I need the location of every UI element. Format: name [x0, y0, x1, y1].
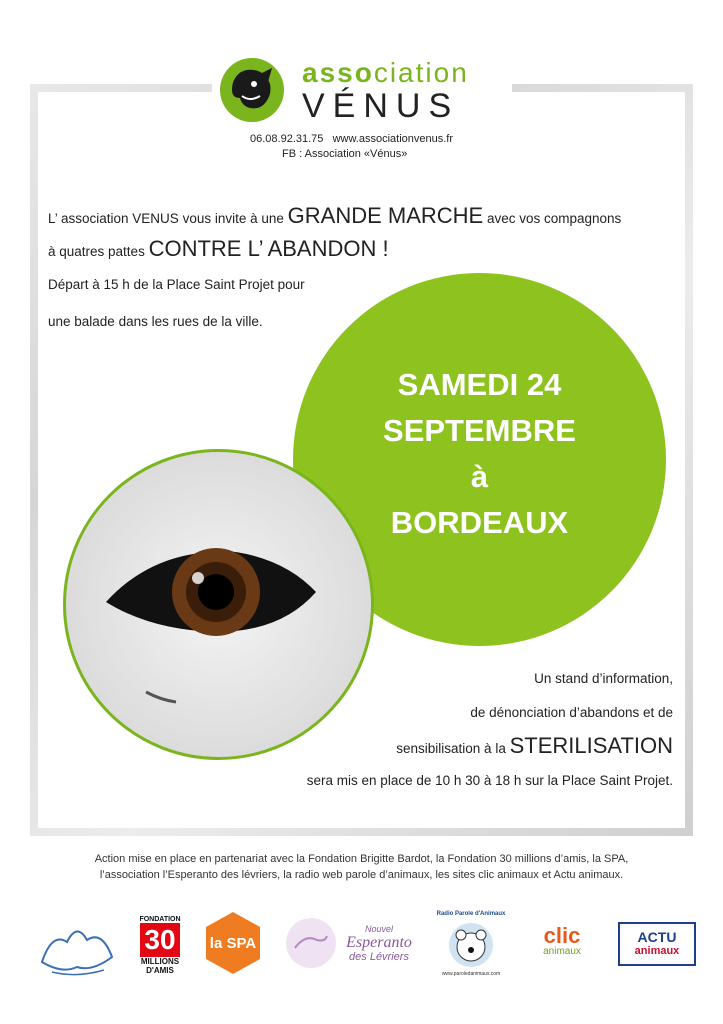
stand-line-1: Un stand d’information, — [534, 671, 673, 686]
intro-line-4: une balade dans les rues de la ville. — [48, 314, 263, 329]
contact-line — [250, 133, 453, 145]
30-millions-amis-logo — [138, 902, 182, 988]
clic-sub: animaux — [543, 946, 581, 957]
dog-eye-photo — [63, 449, 374, 760]
radio-url: www.paroledanimaux.com — [441, 971, 501, 977]
logo-ciation: ciation — [373, 57, 469, 88]
stand-line-2: de dénonciation d’abandons et de — [470, 705, 673, 720]
radio-parole-animaux-logo — [433, 906, 509, 982]
brigitte-bardot-logo-icon — [32, 912, 122, 982]
logo-text-association — [302, 58, 469, 88]
intro-text-end: avec vos compagnons — [483, 211, 622, 226]
dog-logo-icon — [220, 58, 284, 122]
fondation-text: FONDATION — [139, 915, 181, 923]
sterilisation: STERILISATION — [509, 733, 673, 758]
spa-logo — [203, 910, 263, 976]
intro-line-1 — [48, 203, 621, 229]
thirty-text: 30 — [140, 923, 180, 957]
website-link: www.associationvenus.fr — [332, 133, 454, 145]
actu-text: ACTU — [637, 929, 677, 945]
stand-text-3: sensibilisation à la — [396, 741, 510, 756]
esperanto-circle-icon — [286, 918, 336, 968]
event-day: SAMEDI 24 — [397, 367, 562, 402]
actu-animaux-logo — [618, 922, 696, 966]
esperanto-mid: Esperanto — [346, 934, 412, 951]
phone-number: 06.08.92.31.75 — [250, 133, 324, 145]
clic-text: clic — [543, 923, 581, 948]
esperanto-top: Nouvel — [364, 924, 393, 934]
intro-text: L’ association VENUS vous invite à une — [48, 211, 288, 226]
logo-text-venus: VÉNUS — [302, 87, 460, 125]
spa-text: la SPA — [209, 934, 257, 952]
actu-sub: animaux — [634, 945, 680, 957]
esperanto-bot: des Lévriers — [349, 951, 409, 963]
stand-line-3 — [396, 733, 673, 759]
grande-marche: GRANDE MARCHE — [287, 203, 484, 228]
partners-line-2: l’association l’Esperanto des lévriers, la radio web parole d’animaux, les sites clic animaux et Actu animaux. — [99, 869, 624, 881]
partners-line-1: Action mise en place en partenariat avec la Fondation Brigitte Bardot, la Fondation 30 millions d’amis, la SPA, — [94, 853, 629, 865]
esperanto-logo — [334, 918, 424, 968]
intro-text-2: à quatres pattes — [48, 244, 149, 259]
event-month: SEPTEMBRE — [383, 413, 576, 448]
clic-animaux-logo — [524, 922, 600, 966]
logo-asso: asso — [302, 57, 374, 88]
stand-line-4: sera mis en place de 10 h 30 à 18 h sur la Place Saint Projet. — [306, 773, 673, 788]
facebook-line: FB : Association «Vénus» — [282, 148, 408, 160]
event-a: à — [470, 459, 489, 494]
radio-title: Radio Parole d'Animaux — [436, 911, 506, 917]
intro-line-2 — [48, 236, 389, 262]
contre-abandon: CONTRE L’ ABANDON ! — [148, 236, 389, 261]
event-city: BORDEAUX — [390, 505, 569, 540]
millions-text: MILLIONS D'AMIS — [140, 956, 180, 975]
intro-line-3: Départ à 15 h de la Place Saint Projet pour — [48, 277, 305, 292]
event-date — [293, 362, 666, 546]
polar-bear-icon — [441, 917, 501, 971]
